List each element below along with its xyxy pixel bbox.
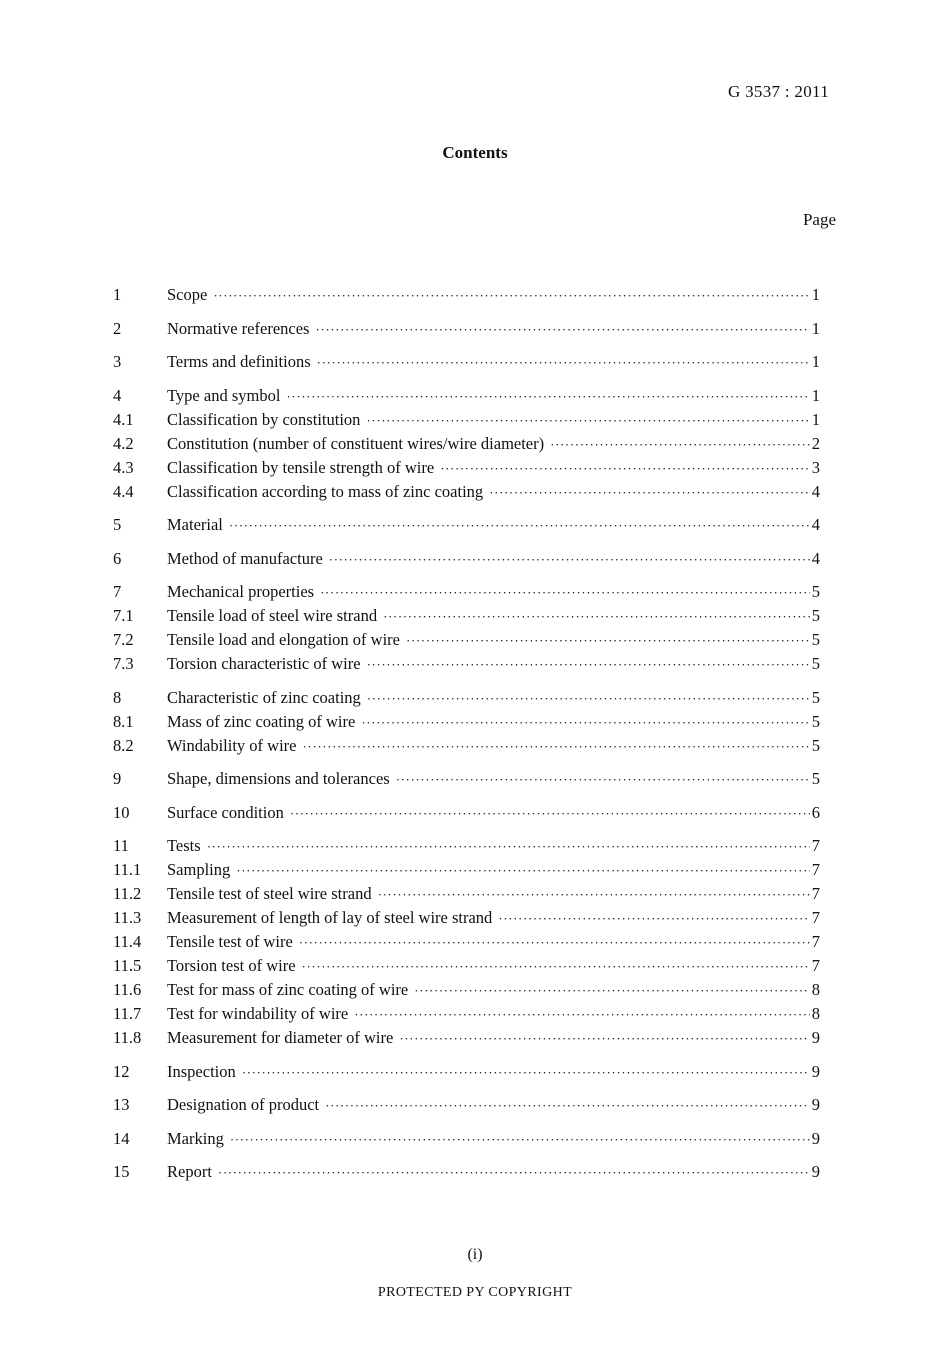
- toc-entry-label: Sampling: [167, 860, 231, 879]
- toc-entry-number: 11.2: [113, 884, 142, 903]
- toc-leader-dots: [440, 457, 810, 481]
- toc-leader-dots: [361, 711, 809, 735]
- toc-entry[interactable]: [113, 1093, 820, 1117]
- toc-entry-page: 1: [811, 285, 820, 304]
- toc-entry[interactable]: [113, 283, 820, 307]
- toc-entry-number: 8.2: [113, 735, 134, 755]
- toc-leader-dots: [315, 318, 809, 342]
- toc-entry-label: Designation of product: [167, 1095, 320, 1114]
- toc-entry-number: 4.1: [113, 409, 134, 429]
- footer-page-number: (i): [467, 1246, 483, 1263]
- toc-entry-label: Normative references: [167, 318, 310, 338]
- toc-entry-number: 15: [113, 1162, 130, 1181]
- toc-entry-label: Tensile load and elongation of wire: [167, 630, 400, 649]
- toc-leader-dots: [367, 687, 810, 711]
- toc-entry-page: 6: [811, 802, 820, 822]
- toc-leader-dots: [396, 768, 810, 792]
- toc-entry-number: 8: [113, 687, 122, 707]
- toc-leader-dots: [406, 629, 810, 653]
- toc-entry-number: 3: [113, 352, 122, 371]
- toc-leader-dots: [367, 653, 810, 677]
- toc-entry[interactable]: [113, 652, 820, 676]
- toc-entry-label: Report: [167, 1162, 212, 1181]
- toc-entry[interactable]: [113, 686, 820, 710]
- toc-entry-page: 4: [811, 515, 820, 534]
- toc-entry-label: Surface condition: [167, 802, 284, 822]
- toc-entry-label: Test for windability of wire: [167, 1004, 349, 1023]
- toc-entry-page: 1: [811, 352, 820, 371]
- toc-entry-number: 14: [113, 1128, 130, 1148]
- toc-entry-label: Classification by constitution: [167, 409, 361, 429]
- toc-entry-page: 7: [811, 956, 820, 975]
- toc-entry-page: 5: [811, 769, 820, 788]
- toc-entry-page: 4: [811, 481, 820, 501]
- toc-entry-number: 11.5: [113, 956, 142, 975]
- toc-entry[interactable]: [113, 930, 820, 954]
- toc-entry[interactable]: [113, 580, 820, 604]
- toc-entry-page: 5: [811, 735, 820, 755]
- toc-entry[interactable]: [113, 1127, 820, 1151]
- toc-entry-number: 7.1: [113, 606, 134, 625]
- toc-entry-number: 11.6: [113, 980, 142, 999]
- toc-entry-label: Measurement for diameter of wire: [167, 1028, 394, 1047]
- page-title: Contents: [442, 143, 508, 162]
- toc-entry-page: 9: [811, 1095, 820, 1114]
- toc-entry-number: 12: [113, 1061, 130, 1081]
- toc-entry[interactable]: [113, 317, 820, 341]
- toc-entry-page: 5: [811, 711, 820, 731]
- toc-entry[interactable]: [113, 1002, 820, 1026]
- toc-entry-number: 11.4: [113, 932, 142, 951]
- toc-leader-dots: [320, 581, 810, 605]
- toc-entry-page: 3: [811, 457, 820, 477]
- toc-entry-page: 9: [811, 1061, 820, 1081]
- toc-entry-label: Inspection: [167, 1061, 236, 1081]
- toc-entry[interactable]: [113, 801, 820, 825]
- toc-entry[interactable]: [113, 1060, 820, 1084]
- toc-entry-number: 9: [113, 769, 122, 788]
- toc-entry-page: 2: [811, 433, 820, 453]
- toc-entry-page: 7: [811, 908, 820, 927]
- toc-entry[interactable]: [113, 882, 820, 906]
- toc-leader-dots: [378, 883, 810, 907]
- toc-leader-dots: [498, 907, 809, 931]
- toc-entry-label: Terms and definitions: [167, 352, 311, 371]
- toc-entry-number: 11: [113, 836, 129, 855]
- toc-entry-page: 9: [811, 1128, 820, 1148]
- toc-entry-number: 7.3: [113, 654, 134, 673]
- toc-entry-label: Type and symbol: [167, 385, 281, 405]
- toc-entry-page: 7: [811, 932, 820, 951]
- toc-leader-dots: [325, 1094, 810, 1118]
- toc-entry-label: Constitution (number of constituent wires/wire diameter): [167, 433, 545, 453]
- toc-entry-label: Characteristic of zinc coating: [167, 687, 361, 707]
- toc-entry-number: 4.3: [113, 457, 134, 477]
- toc-entry[interactable]: [113, 710, 820, 734]
- toc-leader-dots: [207, 835, 810, 859]
- toc-leader-dots: [383, 605, 810, 629]
- toc-leader-dots: [317, 351, 810, 375]
- toc-entry-label: Measurement of length of lay of steel wire strand: [167, 908, 493, 927]
- toc-leader-dots: [302, 955, 810, 979]
- toc-entry-number: 7.2: [113, 630, 134, 649]
- toc-leader-dots: [354, 1003, 810, 1027]
- toc-entry[interactable]: [113, 547, 820, 571]
- toc-entry-page: 7: [811, 836, 820, 855]
- toc-entry-label: Material: [167, 515, 223, 534]
- toc-entry[interactable]: [113, 1026, 820, 1050]
- toc-entry-number: 7: [113, 582, 122, 601]
- toc-entry-page: 5: [811, 630, 820, 649]
- toc-leader-dots: [229, 514, 810, 538]
- toc-leader-dots: [230, 1128, 810, 1152]
- toc-entry[interactable]: [113, 408, 820, 432]
- toc-entry-number: 4.2: [113, 433, 134, 453]
- toc-entry-page: 5: [811, 687, 820, 707]
- toc-entry[interactable]: [113, 350, 820, 374]
- toc-entry-page: 5: [811, 606, 820, 625]
- toc-entry-label: Windability of wire: [167, 735, 297, 755]
- toc-leader-dots: [329, 548, 810, 572]
- toc-entry[interactable]: [113, 628, 820, 652]
- toc-entry-page: 8: [811, 1004, 820, 1023]
- document-id: G 3537 : 2011: [727, 82, 829, 101]
- toc-entry[interactable]: [113, 906, 820, 930]
- toc-entry-page: 1: [811, 318, 820, 338]
- toc-leader-dots: [286, 385, 809, 409]
- toc-entry-number: 2: [113, 318, 122, 338]
- toc-leader-dots: [218, 1161, 810, 1185]
- toc-entry-label: Tests: [167, 836, 201, 855]
- toc-entry[interactable]: [113, 384, 820, 408]
- toc-entry[interactable]: [113, 480, 820, 504]
- toc-entry-number: 11.3: [113, 908, 142, 927]
- toc-entry-label: Tensile test of steel wire strand: [167, 884, 372, 903]
- toc-entry[interactable]: [113, 834, 820, 858]
- toc-entry-number: 11.1: [113, 860, 142, 879]
- toc-entry-number: 4: [113, 385, 122, 405]
- toc-entry-label: Test for mass of zinc coating of wire: [167, 980, 409, 999]
- toc-leader-dots: [302, 735, 809, 759]
- toc-entry[interactable]: [113, 604, 820, 628]
- toc-entry-number: 10: [113, 802, 130, 822]
- toc-leader-dots: [299, 931, 810, 955]
- toc-entry-number: 13: [113, 1095, 130, 1114]
- toc-leader-dots: [290, 802, 810, 826]
- toc-entry-page: 7: [811, 860, 820, 879]
- toc-entry[interactable]: [113, 1160, 820, 1184]
- toc-entry-page: 1: [811, 409, 820, 429]
- toc-entry-number: 8.1: [113, 711, 134, 731]
- toc-entry[interactable]: [113, 767, 820, 791]
- toc-entry[interactable]: [113, 954, 820, 978]
- toc-entry-page: 9: [811, 1028, 820, 1047]
- toc-entry-page: 5: [811, 654, 820, 673]
- toc-entry-page: 7: [811, 884, 820, 903]
- toc-entry-label: Mechanical properties: [167, 582, 315, 601]
- toc-entry-page: 8: [811, 980, 820, 999]
- copyright-notice: PROTECTED PY COPYRIGHT: [377, 1285, 573, 1300]
- toc-entry[interactable]: [113, 456, 820, 480]
- toc-entry-page: 4: [811, 548, 820, 568]
- toc-leader-dots: [399, 1027, 809, 1051]
- toc-leader-dots: [236, 859, 809, 883]
- toc-entry-label: Method of manufacture: [167, 548, 323, 568]
- toc-leader-dots: [213, 284, 809, 308]
- toc-leader-dots: [489, 481, 810, 505]
- toc-entry[interactable]: [113, 858, 820, 882]
- toc-entry-label: Torsion characteristic of wire: [167, 654, 361, 673]
- table-of-contents: [113, 283, 820, 1184]
- toc-entry-number: 11.8: [113, 1028, 142, 1047]
- toc-entry-label: Classification according to mass of zinc coating: [167, 481, 484, 501]
- toc-entry-number: 5: [113, 515, 122, 534]
- toc-entry-number: 1: [113, 285, 122, 304]
- toc-entry-label: Tensile test of wire: [167, 932, 293, 951]
- page-column-header: Page: [802, 210, 836, 229]
- toc-entry-page: 5: [811, 582, 820, 601]
- toc-entry[interactable]: [113, 978, 820, 1002]
- toc-entry[interactable]: [113, 513, 820, 537]
- toc-entry[interactable]: [113, 432, 820, 456]
- toc-entry-label: Marking: [167, 1128, 224, 1148]
- toc-entry-number: 6: [113, 548, 122, 568]
- toc-entry-label: Mass of zinc coating of wire: [167, 711, 356, 731]
- toc-entry-label: Shape, dimensions and tolerances: [167, 769, 390, 788]
- toc-entry[interactable]: [113, 734, 820, 758]
- toc-entry-label: Tensile load of steel wire strand: [167, 606, 378, 625]
- toc-leader-dots: [414, 979, 810, 1003]
- toc-entry-page: 9: [811, 1162, 820, 1181]
- toc-leader-dots: [242, 1061, 810, 1085]
- toc-entry-number: 4.4: [113, 481, 134, 501]
- toc-entry-page: 1: [811, 385, 820, 405]
- toc-leader-dots: [366, 409, 809, 433]
- toc-entry-label: Torsion test of wire: [167, 956, 296, 975]
- toc-leader-dots: [550, 433, 810, 457]
- toc-entry-number: 11.7: [113, 1004, 142, 1023]
- toc-entry-label: Classification by tensile strength of wire: [167, 457, 435, 477]
- toc-entry-label: Scope: [167, 285, 208, 304]
